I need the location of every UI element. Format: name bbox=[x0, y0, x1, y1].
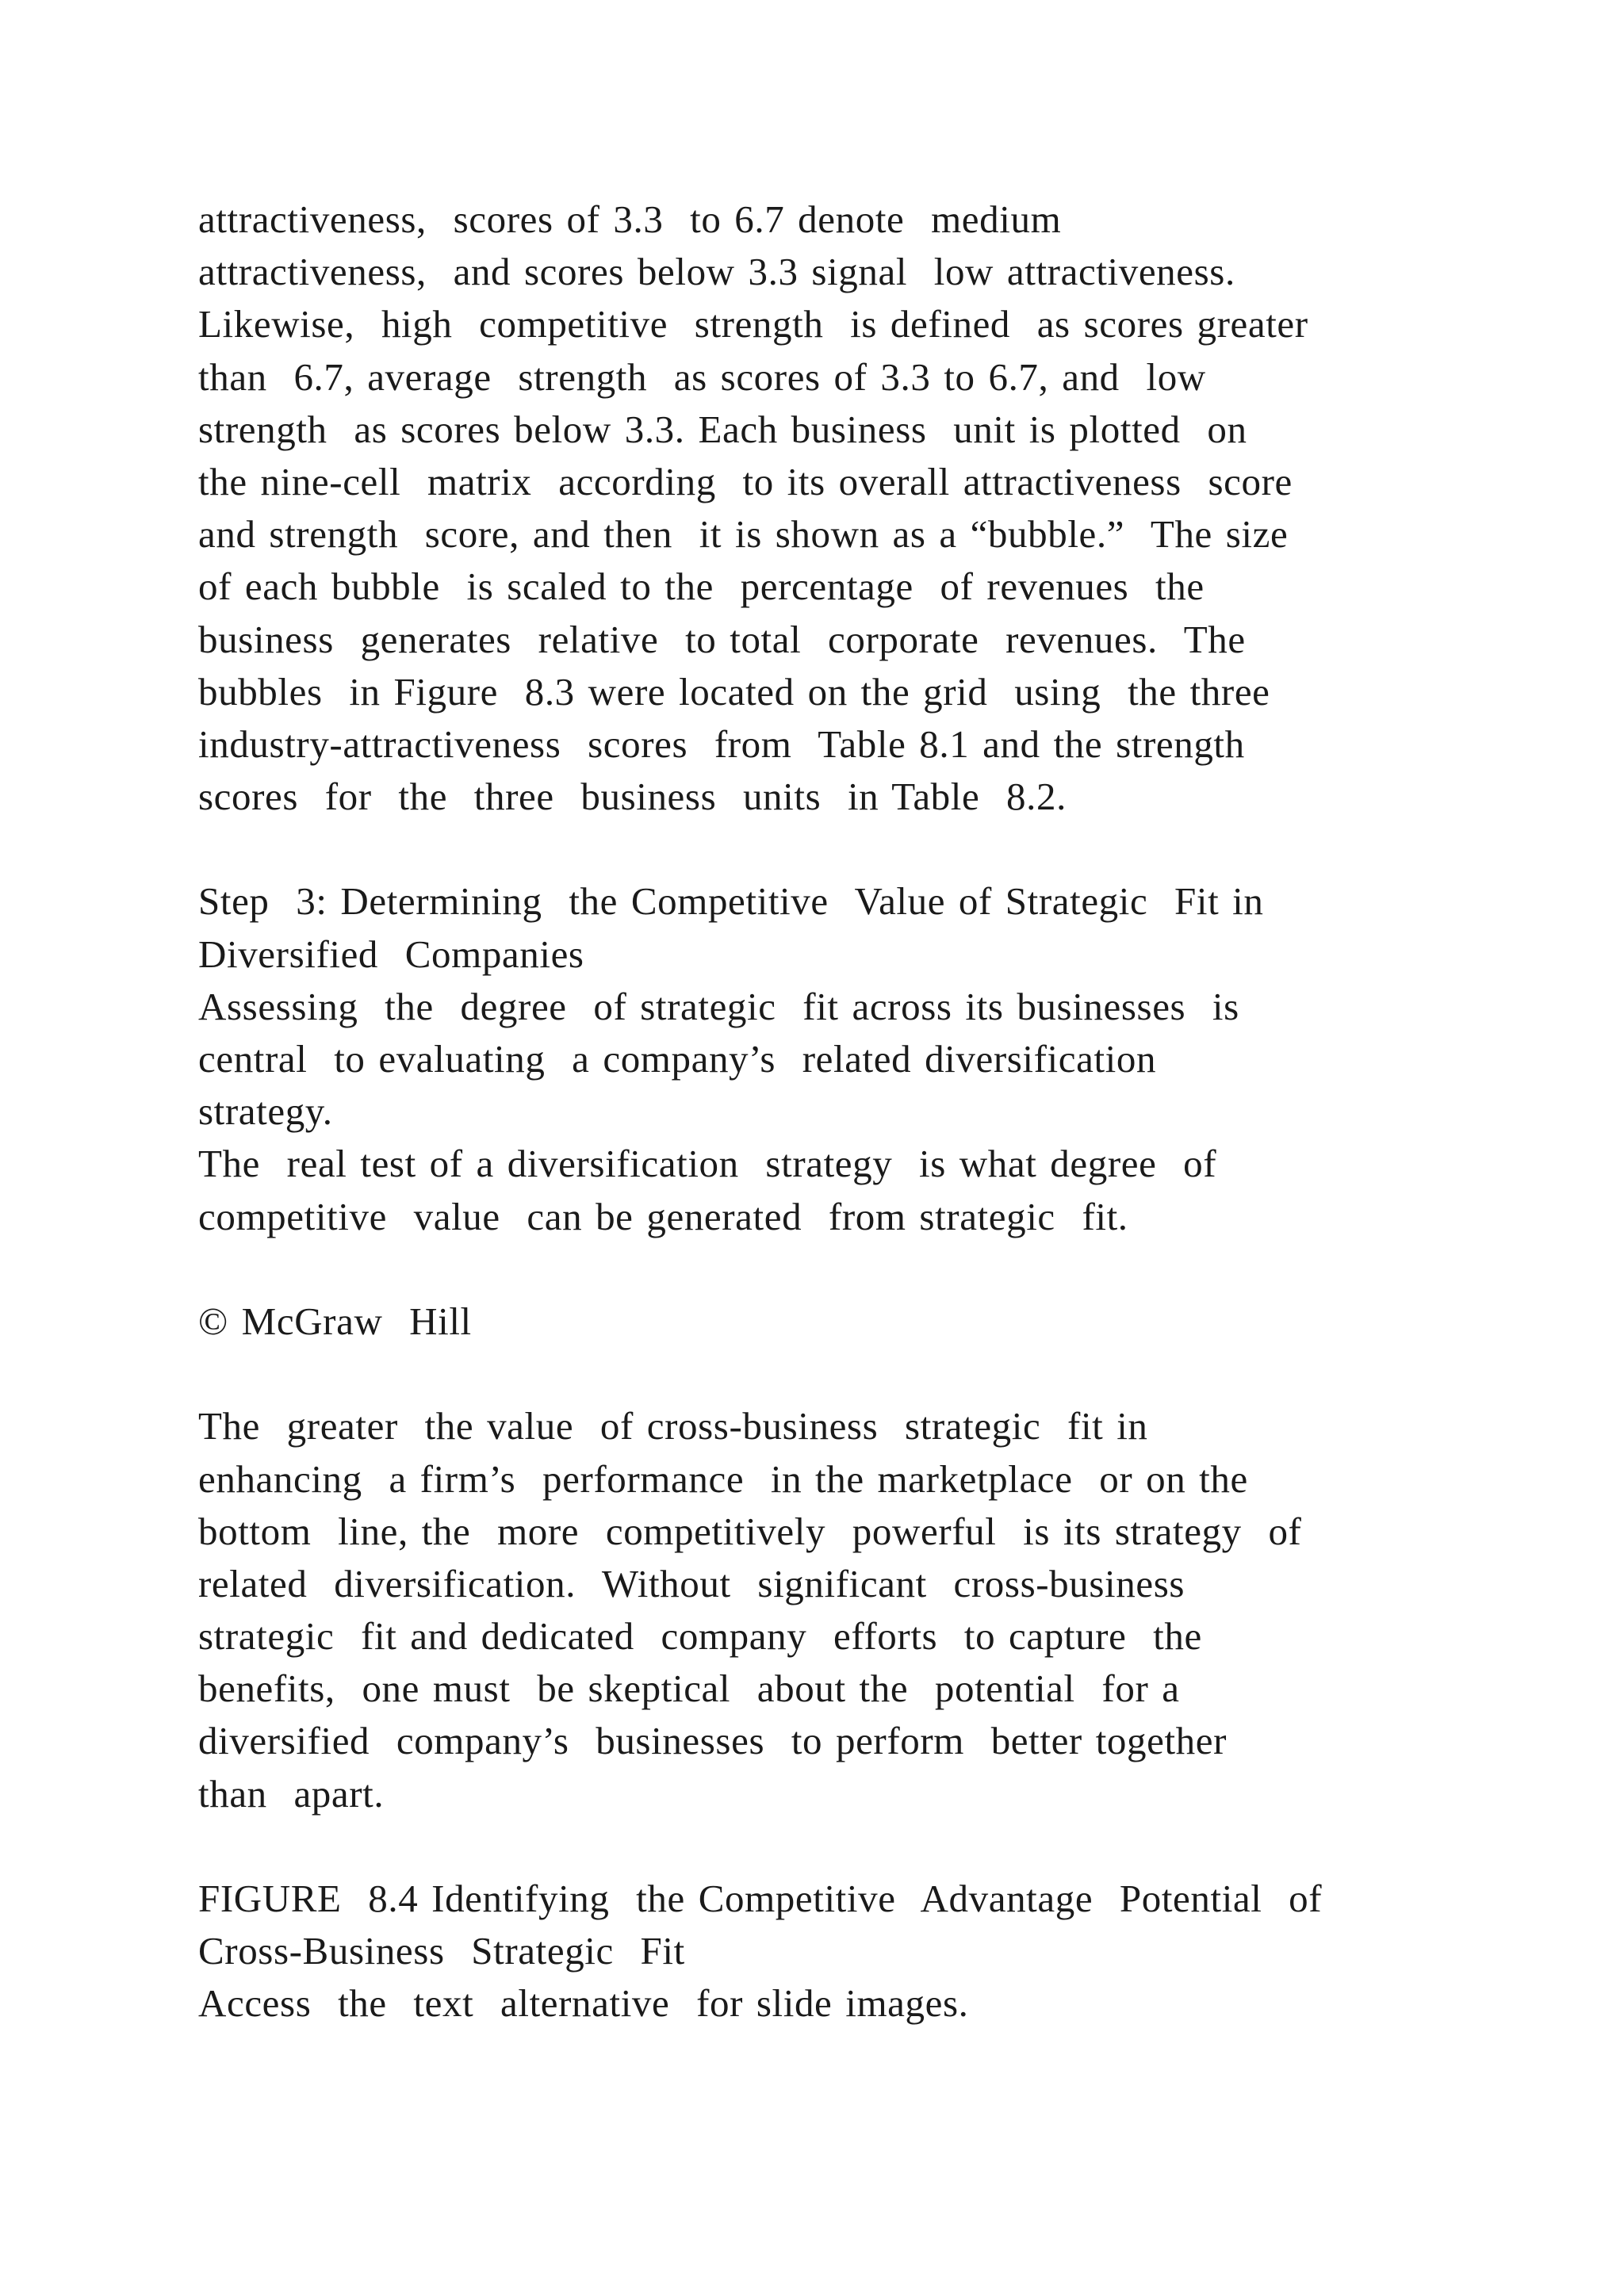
text-line: Likewise, high competitive strength is defined as scores greater bbox=[198, 302, 1308, 346]
text-line: of each bubble is scaled to the percentage of revenues the bbox=[198, 564, 1205, 609]
caption-line: FIGURE 8.4 Identifying the Competitive Advantage Potential of bbox=[198, 1877, 1323, 1920]
figure-caption bbox=[198, 1873, 1499, 1977]
paragraph-gap bbox=[198, 823, 1499, 875]
figure-text-alternative-note: Access the text alternative for slide images. bbox=[198, 1981, 969, 2026]
paragraph-gap bbox=[198, 1348, 1499, 1400]
text-line: business generates relative to total corporate revenues. The bbox=[198, 617, 1246, 661]
copyright-notice: © McGraw Hill bbox=[198, 1299, 472, 1343]
heading-line: Step 3: Determining the Competitive Value of Strategic Fit in bbox=[198, 879, 1264, 924]
text-line: strategy. bbox=[198, 1089, 333, 1134]
text-line: enhancing a firm’s performance in the marketplace or on the bbox=[198, 1456, 1248, 1501]
paragraph-gap bbox=[198, 1243, 1499, 1295]
text-line: than apart. bbox=[198, 1771, 385, 1816]
text-line: and strength score, and then it is shown as a “bubble.” The size bbox=[198, 512, 1289, 557]
text-line: the nine-cell matrix according to its overall attractiveness score bbox=[198, 459, 1293, 503]
step-3-body bbox=[198, 981, 1499, 1243]
text-line: The real test of a diversification strategy is what degree of bbox=[198, 1142, 1217, 1186]
text-line: than 6.7, average strength as scores of 3.3 to 6.7, and low bbox=[198, 354, 1206, 399]
paragraph-strategic-fit bbox=[198, 1400, 1499, 1820]
text-line: strength as scores below 3.3. Each business unit is plotted on bbox=[198, 407, 1247, 451]
text-line: central to evaluating a company’s related diversification bbox=[198, 1037, 1157, 1081]
text-line: competitive value can be generated from strategic fit. bbox=[198, 1194, 1128, 1238]
text-line: industry-attractiveness scores from Table 8.1 and the strength bbox=[198, 721, 1245, 766]
text-line: related diversification. Without significant cross-business bbox=[198, 1561, 1185, 1605]
text-line: benefits, one must be skeptical about the potential for a bbox=[198, 1667, 1180, 1711]
step-3-heading bbox=[198, 875, 1499, 980]
text-line: Assessing the degree of strategic fit across its businesses is bbox=[198, 984, 1239, 1028]
text-line: The greater the value of cross-business strategic fit in bbox=[198, 1404, 1148, 1448]
text-line: strategic fit and dedicated company efforts to capture the bbox=[198, 1614, 1202, 1659]
text-line: attractiveness, scores of 3.3 to 6.7 denote medium bbox=[198, 197, 1062, 241]
text-line: bottom line, the more competitively powerful is its strategy of bbox=[198, 1509, 1302, 1553]
text-line: scores for the three business units in Table 8.2. bbox=[198, 775, 1067, 819]
text-line: diversified company’s businesses to perform better together bbox=[198, 1719, 1228, 1763]
paragraph-attractiveness bbox=[198, 193, 1499, 823]
caption-line: Cross-Business Strategic Fit bbox=[198, 1929, 685, 1973]
text-line: bubbles in Figure 8.3 were located on the grid using the three bbox=[198, 669, 1270, 714]
text-line: attractiveness, and scores below 3.3 signal low attractiveness. bbox=[198, 250, 1235, 294]
paragraph-gap bbox=[198, 1820, 1499, 1873]
heading-line: Diversified Companies bbox=[198, 932, 584, 976]
document-text bbox=[198, 193, 1499, 2030]
